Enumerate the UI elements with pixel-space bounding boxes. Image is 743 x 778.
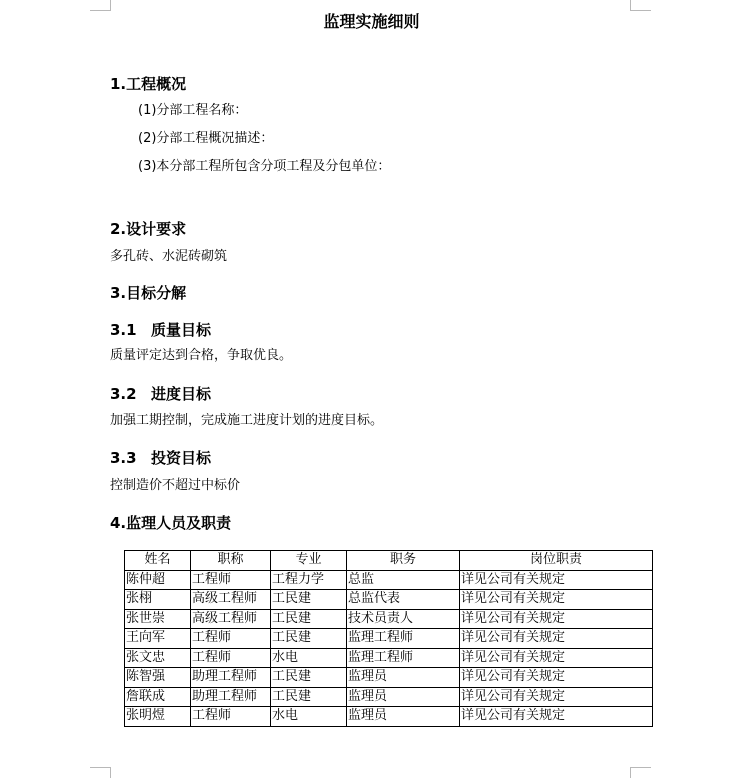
staff-table xyxy=(124,550,653,727)
section-3-1-number: 3.1 xyxy=(110,321,137,339)
section-2-number: 2. xyxy=(110,220,127,238)
staff-table-header-row xyxy=(125,551,653,571)
cell-title: 助理工程师 xyxy=(191,687,271,707)
cell-title: 工程师 xyxy=(191,648,271,668)
cell-title: 工程师 xyxy=(191,629,271,649)
header-duties: 岗位职责 xyxy=(460,551,653,571)
section-2-title: 设计要求 xyxy=(126,220,187,238)
crop-mark-bottom-right xyxy=(630,767,651,778)
section-3-2-text: 加强工期控制，完成施工进度计划的进度目标。 xyxy=(110,413,384,428)
section-3-heading xyxy=(110,283,186,303)
section-3-2-heading xyxy=(110,384,211,404)
cell-title: 工程师 xyxy=(191,570,271,590)
section-1-item-3: (3)本分部工程所包含分项工程及分包单位： xyxy=(138,159,391,174)
section-1-title: 工程概况 xyxy=(126,75,187,93)
header-position: 职务 xyxy=(347,551,460,571)
table-row xyxy=(125,590,653,610)
cell-position: 监理员 xyxy=(347,707,460,727)
cell-name: 詹联成 xyxy=(125,687,191,707)
cell-duties: 详见公司有关规定 xyxy=(460,629,653,649)
section-3-1-text: 质量评定达到合格，争取优良。 xyxy=(110,348,293,363)
section-1-number: 1. xyxy=(110,75,127,93)
section-4-number: 4. xyxy=(110,514,127,532)
cell-title: 高级工程师 xyxy=(191,590,271,610)
section-4-title: 监理人员及职责 xyxy=(126,514,232,532)
cell-specialty: 工民建 xyxy=(271,668,347,688)
section-3-2-number: 3.2 xyxy=(110,385,137,403)
cell-duties: 详见公司有关规定 xyxy=(460,609,653,629)
table-row xyxy=(125,648,653,668)
section-1-item-2: (2)分部工程概况描述： xyxy=(138,131,274,146)
section-3-title: 目标分解 xyxy=(126,284,187,302)
section-4-heading xyxy=(110,513,231,533)
cell-position: 总监代表 xyxy=(347,590,460,610)
cell-position: 监理工程师 xyxy=(347,648,460,668)
cell-specialty: 工民建 xyxy=(271,629,347,649)
cell-name: 陈智强 xyxy=(125,668,191,688)
section-3-3-text: 控制造价不超过中标价 xyxy=(110,478,241,493)
cell-name: 王向军 xyxy=(125,629,191,649)
section-3-3-heading xyxy=(110,448,211,468)
table-row xyxy=(125,707,653,727)
cell-duties: 详见公司有关规定 xyxy=(460,668,653,688)
cell-position: 监理员 xyxy=(347,668,460,688)
cell-duties: 详见公司有关规定 xyxy=(460,687,653,707)
cell-position: 监理工程师 xyxy=(347,629,460,649)
crop-mark-top-left xyxy=(90,0,111,11)
cell-position: 监理员 xyxy=(347,687,460,707)
cell-duties: 详见公司有关规定 xyxy=(460,707,653,727)
cell-duties: 详见公司有关规定 xyxy=(460,648,653,668)
cell-position: 技术员责人 xyxy=(347,609,460,629)
cell-title: 工程师 xyxy=(191,707,271,727)
cell-duties: 详见公司有关规定 xyxy=(460,570,653,590)
cell-title: 助理工程师 xyxy=(191,668,271,688)
header-name: 姓名 xyxy=(125,551,191,571)
section-1-heading xyxy=(110,74,186,94)
table-row xyxy=(125,609,653,629)
cell-name: 张明煜 xyxy=(125,707,191,727)
section-3-2-title: 进度目标 xyxy=(151,385,212,403)
section-3-1-heading xyxy=(110,320,211,340)
section-1-item-1: (1)分部工程名称： xyxy=(138,103,248,118)
header-specialty: 专业 xyxy=(271,551,347,571)
cell-duties: 详见公司有关规定 xyxy=(460,590,653,610)
section-2-heading xyxy=(110,219,186,239)
section-3-1-title: 质量目标 xyxy=(151,321,212,339)
table-row xyxy=(125,687,653,707)
header-title: 职称 xyxy=(191,551,271,571)
table-row xyxy=(125,629,653,649)
section-3-number: 3. xyxy=(110,284,127,302)
table-row xyxy=(125,668,653,688)
cell-name: 张栩 xyxy=(125,590,191,610)
section-3-3-number: 3.3 xyxy=(110,449,137,467)
cell-specialty: 工民建 xyxy=(271,609,347,629)
cell-name: 张世崇 xyxy=(125,609,191,629)
section-3-3-title: 投资目标 xyxy=(151,449,212,467)
cell-specialty: 工程力学 xyxy=(271,570,347,590)
crop-mark-top-right xyxy=(630,0,651,11)
cell-title: 高级工程师 xyxy=(191,609,271,629)
table-row xyxy=(125,570,653,590)
cell-name: 陈仲超 xyxy=(125,570,191,590)
cell-specialty: 水电 xyxy=(271,707,347,727)
cell-specialty: 工民建 xyxy=(271,687,347,707)
cell-name: 张文忠 xyxy=(125,648,191,668)
cell-specialty: 水电 xyxy=(271,648,347,668)
document-title: 监理实施细则 xyxy=(323,12,420,31)
crop-mark-bottom-left xyxy=(90,767,111,778)
cell-position: 总监 xyxy=(347,570,460,590)
section-2-text: 多孔砖、水泥砖砌筑 xyxy=(110,249,228,264)
cell-specialty: 工民建 xyxy=(271,590,347,610)
